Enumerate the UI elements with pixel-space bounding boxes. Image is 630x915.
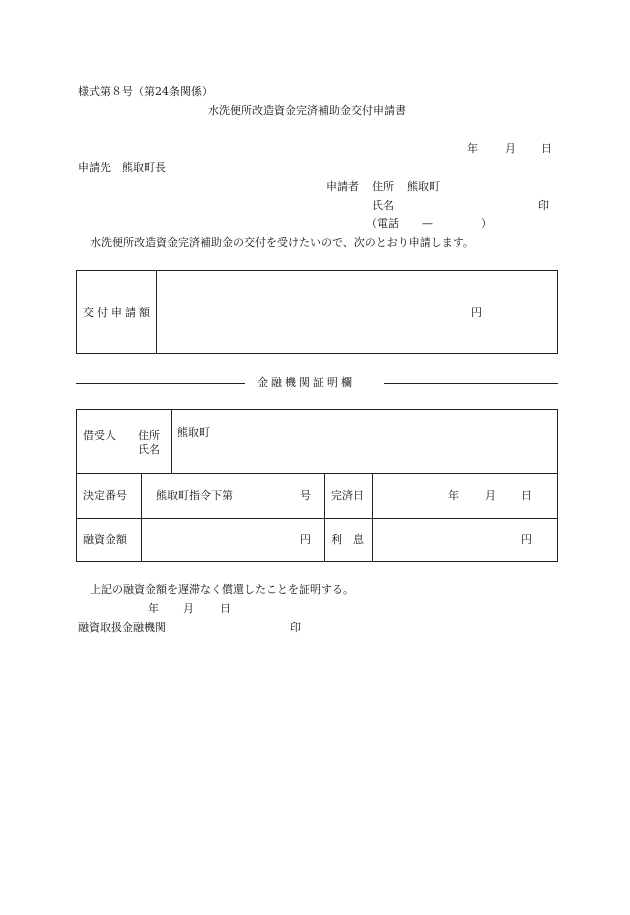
borrower-label: 借受人 xyxy=(83,429,116,442)
decision-label: 決定番号 xyxy=(83,489,127,502)
institution-seal: 印 xyxy=(290,621,301,634)
applicant-label: 申請者 xyxy=(326,180,359,193)
date-year-label: 年 xyxy=(467,142,478,155)
institution-label: 融資取扱金融機関 xyxy=(78,621,166,634)
bank-table xyxy=(76,409,558,562)
amount-table xyxy=(76,270,558,354)
completion-year: 年 xyxy=(448,489,459,502)
applicant-address-label: 住所 xyxy=(372,180,394,193)
applicant-name-label: 氏名 xyxy=(372,199,394,212)
borrower-divider xyxy=(171,410,172,473)
phone-close: ） xyxy=(481,217,492,230)
request-text: 水洗便所改造資金完済補助金の交付を受けたいので、次のとおり申請します。 xyxy=(90,236,474,249)
label-column-divider xyxy=(141,473,142,561)
borrower-address-value: 熊取町 xyxy=(177,426,210,439)
loan-unit: 円 xyxy=(300,533,311,546)
section-rule-right xyxy=(384,383,558,384)
recipient: 申請先 熊取町長 xyxy=(78,161,166,174)
applicant-seal: 印 xyxy=(538,199,549,212)
phone-open: （電話 xyxy=(366,217,399,230)
bank-row-divider-1 xyxy=(77,473,557,474)
date-month-label: 月 xyxy=(505,142,516,155)
borrower-name-label: 氏名 xyxy=(138,443,160,456)
decision-value: 熊取町指令下第 xyxy=(156,489,233,502)
bank-row-divider-2 xyxy=(77,518,557,519)
amount-label: 交付申請額 xyxy=(83,306,153,319)
interest-unit: 円 xyxy=(521,533,532,546)
date-day-label: 日 xyxy=(541,142,552,155)
middle-column-divider xyxy=(324,473,325,561)
completion-month: 月 xyxy=(485,489,496,502)
borrower-address-label: 住所 xyxy=(138,429,160,442)
decision-unit: 号 xyxy=(300,489,311,502)
certification-year: 年 xyxy=(148,602,159,615)
interest-label: 利 息 xyxy=(331,533,364,546)
form-number: 様式第８号（第24条関係） xyxy=(78,85,213,98)
amount-table-divider xyxy=(156,271,157,353)
bank-section-heading: 金融機関証明欄 xyxy=(257,376,355,389)
certification-text: 上記の融資金額を遅滞なく償還したことを証明する。 xyxy=(90,583,354,596)
certification-month: 月 xyxy=(183,602,194,615)
document-title: 水洗便所改造資金完済補助金交付申請書 xyxy=(208,104,406,117)
certification-day: 日 xyxy=(220,602,231,615)
loan-label: 融資金額 xyxy=(83,533,127,546)
amount-unit: 円 xyxy=(471,306,482,319)
completion-day: 日 xyxy=(521,489,532,502)
completion-label: 完済日 xyxy=(331,489,364,502)
section-rule-left xyxy=(76,383,245,384)
right-label-divider xyxy=(372,473,373,561)
applicant-address-value: 熊取町 xyxy=(407,180,440,193)
phone-dash: — xyxy=(422,217,433,230)
